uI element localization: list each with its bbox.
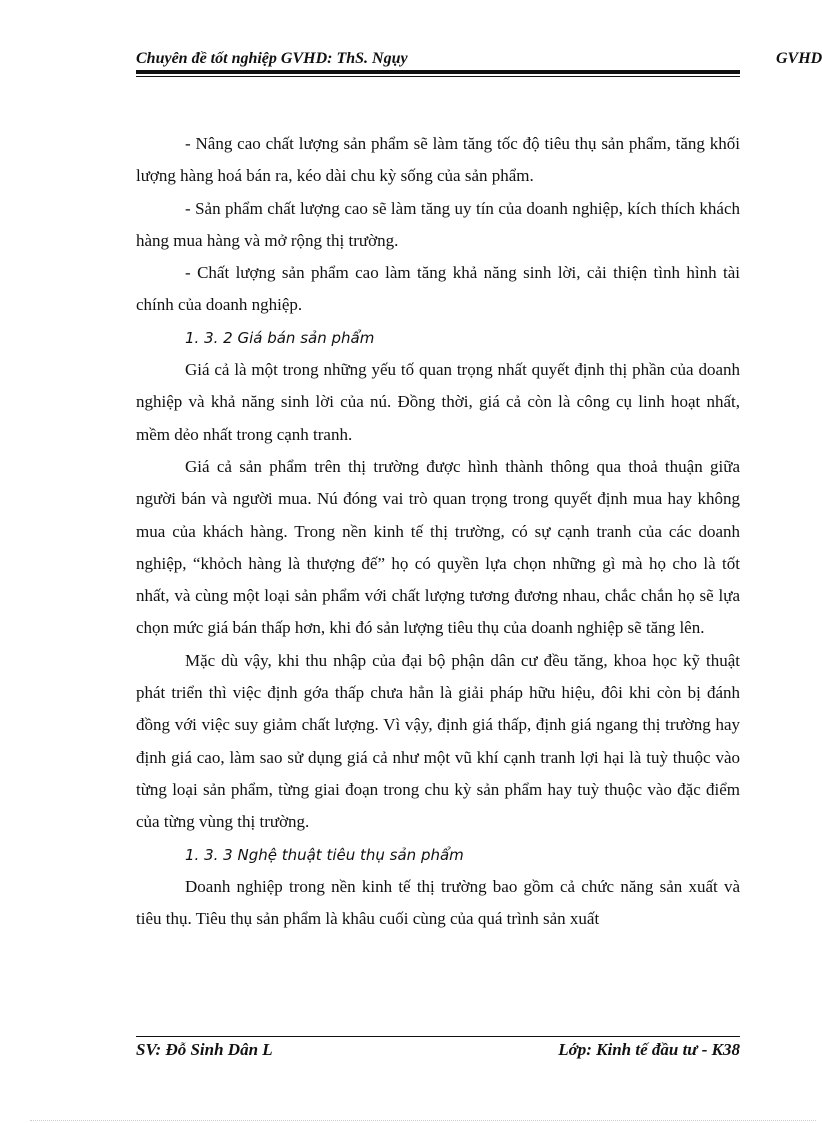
section-heading-sales-art: 1. 3. 3 Nghệ thuật tiêu thụ sản phẩm — [185, 845, 464, 864]
footer-rule — [136, 1036, 740, 1037]
footer-class: Lớp: Kinh tế đầu tư - K38 — [558, 1040, 740, 1059]
paragraph-price-intro: Giá cả là một trong những yếu tố quan trọng nhất quyết định thị phần của doanh nghiệp và khả năng sinh lời của nú. Đồng thời, giá cả còn là công cụ linh hoạt nhất, mềm dẻo nhất trong cạnh tranh. — [136, 360, 740, 444]
footer-student: SV: Đỗ Sinh Dân L — [136, 1040, 273, 1059]
header-title: Chuyên đề tốt nghiệp GVHD: ThS. Ngụy — [136, 50, 408, 67]
paragraph-quality-profit: - Chất lượng sản phẩm cao làm tăng khả năng sinh lời, cải thiện tình hình tài chính của doanh nghiệp. — [136, 263, 740, 315]
paragraph-price-strategy: Mặc dù vậy, khi thu nhập của đại bộ phận dân cư đều tăng, khoa học kỹ thuật phát triển thì việc định gớa thấp chưa hẳn là giải pháp hữu hiệu, đôi khi còn bị đánh đồng với việc suy giảm chất lượng. Vì vậy, định giá thấp, định giá ngang thị trường hay định giá cao, làm sao sử dụng giá cả như một vũ khí cạnh tranh lợi hại là tuỳ thuộc vào từng loại sản phẩm, từng giai đoạn trong chu kỳ sản phẩm hay tuỳ thuộc vào đặc điểm của từng vùng thị trường. — [136, 650, 740, 832]
header-rule-thick — [136, 70, 740, 74]
paragraph-price-market: Giá cả sản phẩm trên thị trường được hình thành thông qua thoả thuận giữa người bán và người mua. Nú đóng vai trò quan trọng trong quyết định mua hay không mua của khách hàng. Trong nền kinh tế thị trường, có sự cạnh tranh của các doanh nghiệp, “khỏch hàng là thượng đế” họ có quyền lựa chọn những gì mà họ cho là tốt nhất, và cùng một loại sản phẩm với chất lượng tương đương nhau, chắc chắn họ sẽ lựa chọn mức giá bán thấp hơn, khi đó sản lượng tiêu thụ của doanh nghiệp sẽ tăng lên. — [136, 456, 740, 638]
header-rule-thin — [136, 76, 740, 77]
paragraph-sales-art: Doanh nghiệp trong nền kinh tế thị trường bao gồm cả chức năng sản xuất và tiêu thụ. Tiêu thụ sản phẩm là khâu cuối cùng của quá trình sản xuất — [136, 876, 740, 929]
paragraph-quality-reputation: - Sản phẩm chất lượng cao sẽ làm tăng uy tín của doanh nghiệp, kích thích khách hàng mua hàng và mở rộng thị trường. — [136, 198, 740, 250]
paragraph-quality-sales: - Nâng cao chất lượng sản phẩm sẽ làm tăng tốc độ tiêu thụ sản phẩm, tăng khối lượng hàng hoá bán ra, kéo dài chu kỳ sống của sản phẩm. — [136, 134, 740, 186]
header-right-text: GVHD — [776, 50, 822, 67]
section-heading-price: 1. 3. 2 Giá bán sản phẩm — [185, 328, 375, 347]
page-edge-divider — [30, 1120, 816, 1121]
document-body — [136, 128, 740, 935]
